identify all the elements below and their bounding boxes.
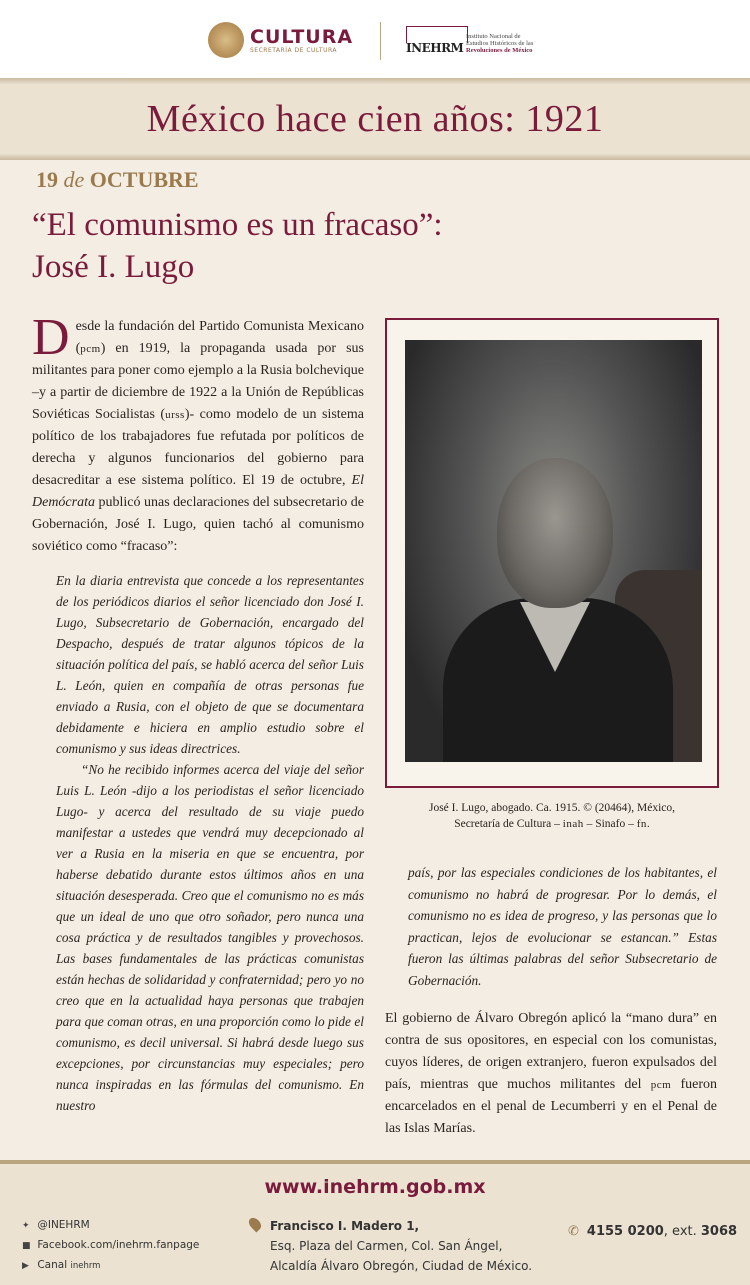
- intro-paragraph: Desde la fundación del Partido Comunista Mexicano (pcm) en 1919, la propaganda usada por sus militantes para poner como ejemplo a la Rusia bolchevique –y a partir de diciembre de 1922 a la Unión de Repúblicas Soviéticas Socialistas (urss)- como modelo de un sistema político de los trabajadores fue refutada por políticos de derecha y algunos funcionarios del gobierno para desacreditar a ese sistema político. El 19 de octubre, El Demócrata publicó unas declaraciones del subsecretario de Gobernación, José I. Lugo, quien tachó al comunismo soviético como “fracaso”:: [32, 309, 365, 554]
- phone-icon: ✆: [568, 1224, 579, 1239]
- quote-continuation: país, por las especiales condiciones de los habitantes, el comunismo no habrá de progresar. Por lo demás, el comunismo no es idea de progreso, y las personas que lo practican, lejos de evolucionar se estancan.” Estas fueron las últimas palabras del señor Subsecretario de Gobernación.: [408, 865, 717, 988]
- footer: [0, 1160, 750, 1285]
- address: Francisco I. Madero 1, Esq. Plaza del Carmen, Col. San Ángel, Alcaldía Álvaro Obregón, Ciudad de México.: [250, 1216, 532, 1276]
- top-header: [0, 0, 750, 78]
- inehrm-description: Instituto Nacional de Estudios Históricos de las Revoluciones de México: [466, 33, 534, 54]
- twitter-icon: ✦: [22, 1221, 30, 1231]
- facebook-link[interactable]: ■ Facebook.com/inehrm.fanpage: [22, 1236, 199, 1256]
- cultura-wordmark: CULTURA: [250, 25, 354, 48]
- left-column: [32, 309, 365, 1116]
- facebook-icon: ■: [22, 1241, 31, 1251]
- youtube-link[interactable]: ▶ Canal inehrm: [22, 1256, 199, 1276]
- location-pin-icon: [247, 1216, 264, 1233]
- portrait-frame: [385, 318, 719, 788]
- inehrm-wordmark: INEHRM: [406, 41, 464, 55]
- portrait-photo: [405, 340, 702, 762]
- drop-cap: D: [32, 309, 70, 366]
- youtube-icon: ▶: [22, 1261, 29, 1271]
- logo-divider: [380, 22, 381, 60]
- quote-paragraph-1: En la diaria entrevista que concede a los representantes de los periódicos diarios el señor licenciado don José I. Lugo, Subsecretario de Gobernación, encargado del Despacho, después de tratar algunos tópicos de la situación política del país, se habló acerca del señor Luis L. León, quien en compañía de otras personas fue enviado a Rusia, con el objeto de que se documentara debidamente e hiciera en amplio estudio sobre el comunismo y sus ideas directrices.: [56, 573, 364, 756]
- article-date: 19 de OCTUBRE: [36, 167, 199, 192]
- article-headline: “El comunismo es un fracaso”: José I. Lugo: [32, 207, 443, 285]
- closing-paragraph: El gobierno de Álvaro Obregón aplicó la “mano dura” en contra de sus opositores, en especial con los comunistas, cuyos líderes, de origen extranjero, fueron expulsados del país, mientras que muchos militantes del pcm fueron encarcelados en el penal de Lecumberri y en el Penal de las Islas Marías.: [385, 1011, 717, 1136]
- series-title: México hace cien años: 1921: [146, 98, 604, 140]
- website-link[interactable]: www.inehrm.gob.mx: [264, 1176, 486, 1198]
- cultura-logo[interactable]: [208, 22, 353, 58]
- eagle-seal-icon: [208, 22, 244, 58]
- twitter-link[interactable]: ✦ @INEHRM: [22, 1216, 199, 1236]
- phone-number[interactable]: ✆ 4155 0200, ext. 3068: [568, 1224, 738, 1239]
- cultura-subtitle: SECRETARÍA DE CULTURA: [250, 46, 338, 54]
- quote-paragraph-2: “No he recibido informes acerca del viaje del señor Luis L. León -dijo a los periodistas el señor licenciado Lugo- y acerca del resultado de su viaje puedo manifestar a ustedes que vendrá muy decepcionado al ver a Rusia en la miseria en que se encuentra, por haberse debatido durante estos últimos años en una situación desesperada. Creo que el comunismo no es más que un ideal de uno que otro soñador, pero nunca una cosa práctica y de resultados tangibles y provechosos. Las bases fundamentales de las prácticas comunistas están hechas de solidaridad y confraternidad; pero yo no creo que en la actualidad haya personas que trabajen para que coman otras, en una proporción como lo pide el comunismo, es decil universal. Si habrá desde luego sus excepciones, por circunstancias muy especiales; pero nunca inspiradas en las fórmulas del comunismo. En nuestro: [56, 762, 364, 1113]
- inehrm-logo[interactable]: [406, 26, 546, 58]
- title-band: [0, 78, 750, 160]
- photo-caption: José I. Lugo, abogado. Ca. 1915. © (20464), México, Secretaría de Cultura – inah – Sinafo – fn.: [428, 802, 676, 830]
- social-links: [22, 1216, 199, 1276]
